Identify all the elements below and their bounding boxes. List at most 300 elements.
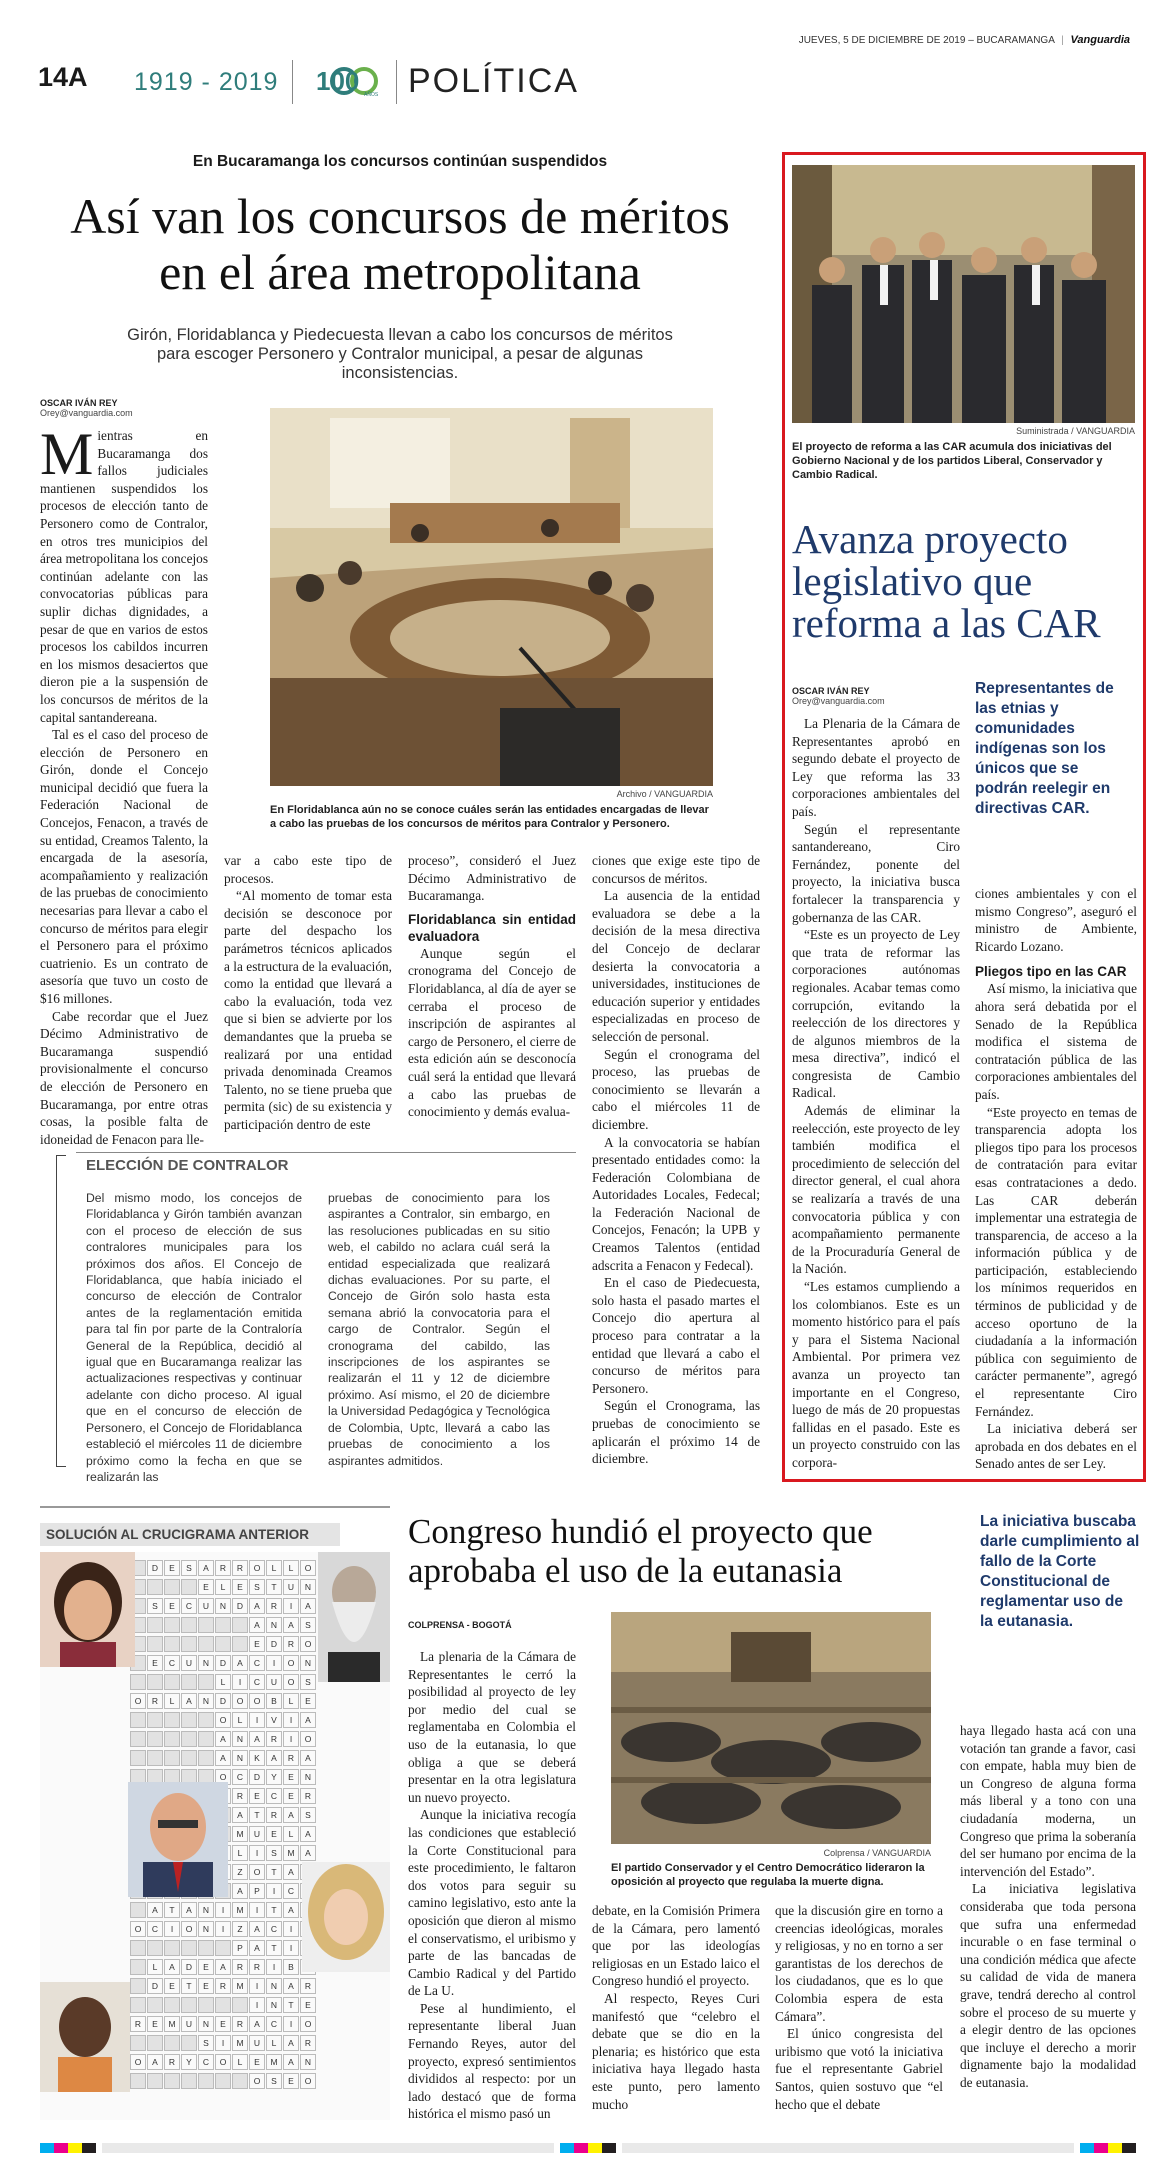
car-column-2: [975, 885, 1137, 1475]
article1-headline-line2: en el área metropolitana: [159, 244, 641, 300]
crossword-cell: [198, 1712, 214, 1728]
crossword-cell: A: [147, 1902, 163, 1918]
article1-paragraph: ciones que exige este tipo de concursos de méritos.: [592, 853, 760, 886]
crossword-cell: E: [249, 1788, 265, 1804]
crossword-cell: A: [283, 1864, 299, 1880]
crossword-cell: V: [266, 1712, 282, 1728]
car-paragraph: Así mismo, la iniciativa que ahora será debatida por el Senado de la República modifica el sistema de contratación pública de las corporaciones ambientales del país.: [975, 981, 1137, 1102]
crossword-cell: A: [249, 1598, 265, 1614]
crossword-cell: L: [266, 2035, 282, 2051]
crossword-cell: I: [266, 1959, 282, 1975]
crossword-cell: N: [266, 1997, 282, 2013]
crossword-cell: D: [181, 1959, 197, 1975]
crossword-cell: [198, 1731, 214, 1747]
crossword-cell: [198, 1617, 214, 1633]
crossword-cell: U: [249, 1826, 265, 1842]
crossword-cell: I: [283, 2016, 299, 2032]
crossword-cell: A: [215, 1750, 231, 1766]
contralor-box-column-2: pruebas de conocimiento para los aspirantes a Contralor, sin embargo, en las resoluciones publicadas en su sitio web, el cabildo no aclara cuál será la entidad especializada que realizará dichas evaluaciones. Por su parte, el Concejo de Girón solo hasta esta semana abrió la convocatoria para el cargo de Contralor. Según el cronograma del cabildo, las inscripciones de los aspirantes se realizarán el 11 y 12 de diciembre próximo. Así mismo, el 20 de diciembre la Universidad Pedagógica y Tecnológica de Colombia, Uptc, llevará a cabo las pruebas de conocimiento a los aspirantes admitidos.: [328, 1191, 550, 1468]
crossword-cell: A: [198, 1560, 214, 1576]
crossword-cell: [147, 1750, 163, 1766]
crossword-cell: C: [266, 1921, 282, 1937]
crossword-cell: I: [283, 1598, 299, 1614]
crossword-cell: [198, 1997, 214, 2013]
crossword-area: [40, 1552, 390, 2120]
crossword-cell: [232, 1636, 248, 1652]
crossword-cell: T: [266, 1579, 282, 1595]
car-author: OSCAR IVÁN REY: [792, 686, 870, 696]
article1-photo-caption: En Floridablanca aún no se conoce cuáles serán las entidades encargadas de llevar a cabo las pruebas de los concursos de méritos para Contralor y Personero.: [270, 804, 709, 830]
crossword-cell: L: [164, 1693, 180, 1709]
crossword-cell: [215, 1940, 231, 1956]
crossword-cell: T: [266, 1902, 282, 1918]
article1-subheading: Floridablanca sin entidad evaluadora: [408, 911, 576, 944]
crossword-cell: A: [283, 2054, 299, 2070]
crossword-cell: S: [147, 1598, 163, 1614]
crossword-cell: I: [283, 1731, 299, 1747]
crossword-cell: L: [147, 1959, 163, 1975]
crossword-cell: O: [130, 1693, 146, 1709]
article1-paragraph: “Al momento de tomar esta decisión se desconoce por parte del despacho los parámetros técnicos aplicados a la estructura de la evaluación, como la entidad que llevará a cabo la evaluación, toda vez que si bien se advierte por los demandantes que la prueba se realizará por una entidad privada denominada Creamos Talento, no se tiene prueba que permita (sic) de su existencia y participación dentro de este: [224, 888, 392, 1132]
crossword-cell: N: [300, 1769, 316, 1785]
crossword-cell: R: [232, 2016, 248, 2032]
crossword-cell: N: [300, 1579, 316, 1595]
car-headline-line3: reforma a las CAR: [792, 600, 1101, 646]
crossword-cell: [164, 1636, 180, 1652]
crossword-cell: O: [283, 1674, 299, 1690]
crossword-cell: R: [164, 2054, 180, 2070]
car-photo-caption: El proyecto de reforma a las CAR acumula dos iniciativas del Gobierno Nacional y de los partidos Liberal, Conservador y Cambio Radical.: [792, 441, 1112, 481]
crossword-cell: [198, 1750, 214, 1766]
crossword-cell: S: [249, 1579, 265, 1595]
contralor-box-column-1: Del mismo modo, los concejos de Floridablanca y Girón también avanzan con el proceso de elección de sus contralores municipales para los próximos dos años. El Concejo de Floridablanca, que había iniciado el concurso de elección de Contralor antes de la reglamentación emitida para tal fin por parte de la Contraloría General de la República, decidió al igual que en Bucaramanga realizar las actualizaciones respectivas y continuar adelante con dicho proceso. Al igual que en el concurso de elección de Personero, el Concejo de Floridablanca estableció el miércoles 11 de diciembre próximo como la fecha en que se realizarán las: [86, 1191, 302, 1484]
article1-paragraph: ientras en Bucaramanga dos fallos judiciales mantienen suspendidos los procesos de elección tanto de Personero como de Contralor, en otros tres municipios del área metropolitana los concejos continúan adelante con las convocatorias públicas para suplir dichas dignidades, a pesar de que en varios de estos procesos los cabildos incurren en los mismos desaciertos que dieron pie a la suspensión de los concursos de méritos de la capital santandereana.: [40, 428, 208, 725]
crossword-cell: [181, 1997, 197, 2013]
crossword-cell: M: [164, 2016, 180, 2032]
crossword-cell: A: [300, 1750, 316, 1766]
crossword-cell: R: [232, 1959, 248, 1975]
crossword-cell: D: [215, 1693, 231, 1709]
crossword-portrait-blonde-woman: [302, 1862, 390, 1972]
crossword-cell: M: [232, 1902, 248, 1918]
centenary-logo: [312, 62, 382, 100]
contralor-box-title: ELECCIÓN DE CONTRALOR: [86, 1157, 289, 1174]
crossword-cell: O: [300, 1731, 316, 1747]
crossword-cell: A: [249, 2016, 265, 2032]
crossword-cell: N: [266, 1978, 282, 1994]
car-paragraph: ciones ambientales y con el mismo Congreso”, aseguró el ministro de Ambiente, Ricardo Lozano.: [975, 886, 1137, 954]
eutanasia-headline: [408, 1512, 968, 1590]
crossword-cell: U: [249, 2035, 265, 2051]
crossword-cell: [130, 1902, 146, 1918]
article1-kicker: En Bucaramanga los concursos continúan suspendidos: [192, 153, 608, 170]
crossword-cell: I: [249, 1712, 265, 1728]
crossword-cell: O: [130, 1921, 146, 1937]
crossword-cell: [147, 1579, 163, 1595]
crossword-cell: R: [300, 1788, 316, 1804]
crossword-cell: R: [130, 2016, 146, 2032]
car-headline-line2: legislativo que: [792, 558, 1033, 604]
crossword-cell: D: [147, 1560, 163, 1576]
crossword-cell: [181, 1940, 197, 1956]
crossword-cell: N: [198, 1902, 214, 1918]
crossword-cell: [164, 2073, 180, 2089]
crossword-cell: I: [283, 1712, 299, 1728]
crossword-cell: E: [215, 2016, 231, 2032]
crossword-cell: N: [300, 1655, 316, 1671]
crossword-cell: [164, 1731, 180, 1747]
crossword-cell: [215, 1636, 231, 1652]
crossword-cell: R: [266, 1807, 282, 1823]
crossword-cell: B: [283, 1959, 299, 1975]
crossword-cell: A: [283, 2035, 299, 2051]
crossword-cell: E: [198, 1959, 214, 1975]
crossword-cell: [232, 1997, 248, 2013]
crossword-cell: O: [300, 2016, 316, 2032]
eutanasia-paragraph: Al respecto, Reyes Curi manifestó que “celebro el debate que se dio en la plenaria; es histórico que esta iniciativa haya llegado hasta este punto, pero lamento mucho: [592, 1990, 760, 2112]
eutanasia-paragraph: Pese al hundimiento, el representante liberal Juan Fernando Reyes, autor del proyecto, expresó sentimientos divididos al respecto: por un lado destacó que de forma histórica el mismo pasó un: [408, 2000, 576, 2122]
crossword-cell: N: [300, 2054, 316, 2070]
crossword-cell: [181, 1731, 197, 1747]
crossword-cell: A: [300, 1712, 316, 1728]
crossword-cell: T: [249, 1807, 265, 1823]
crossword-cell: I: [283, 1921, 299, 1937]
crossword-cell: [130, 2073, 146, 2089]
crossword-cell: O: [300, 2073, 316, 2089]
crossword-cell: [181, 1674, 197, 1690]
crossword-cell: [147, 1712, 163, 1728]
anniversary-years: 1919 - 2019: [134, 68, 279, 96]
car-paragraph: Según el representante santandereano, Ciro Fernández, ponente del proyecto, la iniciativa busca fortalecer la transparencia y gobernanza de las CAR.: [792, 821, 960, 925]
crossword-cell: [215, 1997, 231, 2013]
crossword-cell: C: [266, 1788, 282, 1804]
crossword-cell: [164, 1997, 180, 2013]
article1-column-3: [408, 852, 576, 1144]
crossword-cell: N: [198, 1693, 214, 1709]
crossword-cell: C: [249, 1674, 265, 1690]
article1-email: Orey@vanguardia.com: [40, 408, 133, 418]
crossword-cell: A: [232, 1655, 248, 1671]
eutanasia-paragraph: que la discusión gire en torno a creencias ideológicas, morales y religiosas, y no en torno a ser garantistas de los derechos de los ciudadanos, que es lo que Colombia espera de esta Cámara”.: [775, 1903, 943, 2024]
article1-photo-credit: Archivo / VANGUARDIA: [616, 789, 713, 799]
crossword-cell: E: [249, 1636, 265, 1652]
crossword-cell: O: [249, 1693, 265, 1709]
crossword-cell: E: [147, 2016, 163, 2032]
crossword-cell: U: [181, 2016, 197, 2032]
crossword-cell: O: [232, 1693, 248, 1709]
crossword-cell: [164, 2035, 180, 2051]
crossword-cell: N: [232, 1750, 248, 1766]
eutanasia-paragraph: haya llegado hasta acá con una votación tan grande a favor, casi con empate, habla muy bien de un Congreso de alguna forma más liberal y a tono con una ciudadanía moderna, un Congreso que prima la soberanía del ser humano por encima de la intervención del Estado”.: [960, 1723, 1136, 1879]
crossword-cell: U: [198, 1598, 214, 1614]
crossword-cell: T: [181, 1978, 197, 1994]
header-divider-2: [396, 60, 397, 104]
article1-dropcap: M: [40, 421, 94, 487]
crossword-cell: O: [130, 2054, 146, 2070]
crossword-cell: E: [164, 1598, 180, 1614]
crossword-cell: [164, 1712, 180, 1728]
crossword-cell: [232, 1617, 248, 1633]
dateline-text: JUEVES, 5 DE DICIEMBRE DE 2019 – BUCARAMANGA: [798, 35, 1055, 46]
crossword-cell: N: [198, 1655, 214, 1671]
eutanasia-column-4: [960, 1722, 1136, 2120]
crossword-cell: A: [181, 1693, 197, 1709]
article1-headline-line1: Así van los concursos de méritos: [70, 188, 730, 244]
crossword-cell: K: [249, 1750, 265, 1766]
crossword-cell: R: [215, 1560, 231, 1576]
crossword-cell: E: [300, 1997, 316, 2013]
crossword-cell: D: [232, 1598, 248, 1614]
crossword-cell: [130, 1997, 146, 2013]
car-headline-line1: Avanza proyecto: [792, 516, 1068, 562]
crossword-cell: D: [147, 1978, 163, 1994]
crossword-title: SOLUCIÓN AL CRUCIGRAMA ANTERIOR: [40, 1523, 340, 1546]
crossword-cell: L: [232, 1712, 248, 1728]
article1-paragraph: var a cabo este tipo de procesos.: [224, 853, 392, 886]
car-paragraph: “Les estamos cumpliendo a los colombianos. Este es un momento histórico para el país y para el Sistema Nacional Ambiental. Por primera vez avanza un proyecto tan importante en el Congreso, luego de más de 20 propuestas fallidas en el pasado. Este es un proyecto construido con las corpora-: [792, 1279, 960, 1470]
crossword-cell: [164, 1750, 180, 1766]
crossword-cell: [181, 1579, 197, 1595]
crossword-top-rule: [40, 1506, 390, 1508]
crossword-portrait-man-glasses: [128, 1782, 228, 1897]
crossword-cell: C: [232, 1769, 248, 1785]
crossword-cell: O: [215, 1769, 231, 1785]
crossword-cell: I: [249, 1902, 265, 1918]
crossword-cell: E: [198, 1579, 214, 1595]
crossword-cell: D: [249, 1769, 265, 1785]
crossword-cell: A: [164, 1959, 180, 1975]
crossword-cell: A: [300, 1826, 316, 1842]
crossword-cell: I: [249, 1978, 265, 1994]
crossword-cell: D: [215, 1655, 231, 1671]
crossword-cell: T: [266, 1864, 282, 1880]
crossword-cell: S: [266, 1845, 282, 1861]
crossword-cell: I: [215, 1902, 231, 1918]
car-paragraph: “Este proyecto en temas de transparencia adopta los pliegos tipo para los procesos de contratación para evitar esas contrataciones a dedo. Las CAR deberán implementar una estrategia de transparencia, de acceso a la información pública y de participación, estableciendo los mínimos requeridos en términos de publicidad y de acceso oportuno de la ciudadanía a la información pública con seguimiento de carácter permanente”, agregó el representante Ciro Fernández.: [975, 1104, 1137, 1419]
crossword-cell: [181, 1617, 197, 1633]
crossword-cell: A: [215, 1731, 231, 1747]
eutanasia-photo-caption: El partido Conservador y el Centro Democrático lideraron la oposición al proyecto que regulaba la muerte digna.: [611, 1862, 925, 1888]
eutanasia-paragraph: debate, en la Comisión Primera de la Cámara, pero lamentó que por las ideologías religiosas en un Estado laico el Congreso hundió el proyecto.: [592, 1903, 760, 1989]
crossword-cell: [181, 1750, 197, 1766]
crossword-cell: [181, 1636, 197, 1652]
crossword-cell: C: [147, 1921, 163, 1937]
crossword-cell: [198, 1674, 214, 1690]
crossword-cell: E: [249, 2054, 265, 2070]
header-divider: [292, 60, 293, 104]
car-subheading: Pliegos tipo en las CAR: [975, 964, 1127, 980]
crossword-cell: [130, 1674, 146, 1690]
crossword-cell: A: [249, 1940, 265, 1956]
article1-photo: [270, 408, 713, 786]
crossword-cell: [147, 2073, 163, 2089]
crossword-cell: [164, 1579, 180, 1595]
crossword-cell: C: [198, 2054, 214, 2070]
crossword-cell: S: [266, 2073, 282, 2089]
crossword-cell: [130, 1959, 146, 1975]
crossword-cell: [147, 1674, 163, 1690]
car-photo: [792, 165, 1135, 423]
crossword-cell: O: [181, 1921, 197, 1937]
article1-paragraph: proceso”, consideró el Juez Décimo Administrativo de Bucaramanga.: [408, 853, 576, 904]
crossword-cell: A: [249, 1921, 265, 1937]
crossword-cell: S: [198, 2035, 214, 2051]
crossword-cell: I: [249, 1997, 265, 2013]
eutanasia-source: COLPRENSA - BOGOTÁ: [408, 1620, 512, 1630]
crossword-cell: N: [215, 1598, 231, 1614]
crossword-cell: E: [283, 1769, 299, 1785]
crossword-cell: [147, 1997, 163, 2013]
logo-small-text: AÑOS: [364, 92, 379, 98]
crossword-cell: [130, 1731, 146, 1747]
crossword-cell: U: [266, 1674, 282, 1690]
eutanasia-headline-line2: aprobaba el uso de la eutanasia: [408, 1551, 843, 1590]
crossword-cell: P: [232, 1940, 248, 1956]
dateline: JUEVES, 5 DE DICIEMBRE DE 2019 – BUCARAMANGA | Vanguardia: [798, 34, 1130, 46]
article1-paragraph: Aunque según el cronograma del Concejo de Floridablanca, al día de ayer se cerraba el proceso de inscripción de aspirantes al cargo de Personero, el cierre de esta edición aún se desconocía cuál será la entidad que llevará a cabo las pruebas de conocimiento y demás evalua-: [408, 945, 576, 1120]
logo-number: 100: [316, 66, 360, 96]
crossword-cell: M: [232, 2035, 248, 2051]
eutanasia-paragraph: Aunque la iniciativa recogía las condiciones que estableció la Corte Constitucional para este procedimiento, le faltaron dos votos para seguir su camino legislativo, esto ante la oposición que dieron al mismo el conservatismo, el uribismo y parte de las bancadas de Cambio Radical y del Partido de La U.: [408, 1807, 576, 1999]
crossword-cell: E: [164, 1560, 180, 1576]
article1-column-1: [40, 421, 208, 1147]
car-headline: [792, 518, 1137, 644]
crossword-cell: A: [283, 1807, 299, 1823]
crossword-cell: E: [147, 1655, 163, 1671]
car-paragraph: Además de eliminar la reelección, este proyecto de ley también modifica el procedimiento de selección del director general, el cual ahora se realizaría a través de una convocatoria pública y con acompañamiento permanente de la Procuraduría General de la Nación.: [792, 1103, 960, 1277]
crossword-cell: A: [249, 1617, 265, 1633]
crossword-cell: Z: [232, 1864, 248, 1880]
crossword-cell: C: [283, 1883, 299, 1899]
eutanasia-column-2: [592, 1902, 760, 2120]
paper-name: Vanguardia: [1070, 34, 1130, 46]
crossword-cell: U: [283, 1579, 299, 1595]
crossword-cell: [147, 1636, 163, 1652]
crossword-cell: M: [266, 2054, 282, 2070]
crossword-cell: U: [181, 1655, 197, 1671]
crossword-cell: [130, 2035, 146, 2051]
crossword-cell: M: [232, 1978, 248, 1994]
crossword-cell: R: [283, 1636, 299, 1652]
article1-paragraph: En el caso de Piedecuesta, solo hasta el pasado martes el Concejo dio apertura al proceso para contratar a la entidad que llevará a cabo el concurso de méritos para Personero.: [592, 1275, 760, 1396]
crossword-cell: R: [232, 1788, 248, 1804]
crossword-cell: D: [266, 1636, 282, 1652]
crossword-cell: I: [215, 1921, 231, 1937]
article1-headline: [30, 188, 770, 300]
crossword-cell: S: [300, 1674, 316, 1690]
crossword-cell: [130, 1750, 146, 1766]
crossword-cell: E: [266, 1826, 282, 1842]
crossword-cell: [130, 1978, 146, 1994]
crossword-portrait-woman: [40, 1552, 135, 1667]
crossword-cell: C: [249, 1655, 265, 1671]
crossword-cell: L: [215, 1579, 231, 1595]
crossword-cell: N: [266, 1617, 282, 1633]
crossword-cell: R: [215, 1978, 231, 1994]
crossword-cell: [198, 1940, 214, 1956]
car-paragraph: La iniciativa deberá ser aprobada en dos debates en el Senado antes de ser Ley.: [975, 1421, 1137, 1472]
car-email: Orey@vanguardia.com: [792, 696, 885, 706]
crossword-cell: [181, 2035, 197, 2051]
crossword-cell: R: [249, 1959, 265, 1975]
car-pullquote: Representantes de las etnias y comunidades indígenas son los únicos que se podrán reelegir en directivas CAR.: [975, 680, 1114, 817]
crossword-cell: O: [249, 1864, 265, 1880]
crossword-cell: [164, 1940, 180, 1956]
crossword-cell: T: [164, 1902, 180, 1918]
crossword-cell: B: [266, 1693, 282, 1709]
crossword-cell: Z: [232, 1921, 248, 1937]
crossword-cell: O: [215, 1712, 231, 1728]
crossword-cell: T: [266, 1940, 282, 1956]
crossword-cell: [181, 1712, 197, 1728]
article1-column-4: [592, 852, 760, 1472]
crossword-cell: [147, 1731, 163, 1747]
crossword-cell: A: [266, 1750, 282, 1766]
crossword-cell: E: [198, 1978, 214, 1994]
crossword-cell: S: [300, 1617, 316, 1633]
crossword-cell: L: [283, 1826, 299, 1842]
article1-paragraph: Según el cronograma del proceso, las pruebas de conocimiento se llevarán a cabo el miércoles 11 de diciembre.: [592, 1046, 760, 1132]
crossword-cell: I: [283, 1940, 299, 1956]
crossword-cell: I: [249, 1845, 265, 1861]
crossword-cell: E: [164, 1978, 180, 1994]
crossword-cell: O: [249, 1560, 265, 1576]
crossword-cell: A: [181, 1902, 197, 1918]
contralor-box-top-rule: [76, 1152, 576, 1153]
eutanasia-paragraph: El único congresista del uribismo que votó la iniciativa fue el representante Gabriel Santos, quien sostuvo que “el hecho que el debate: [775, 2026, 943, 2112]
crossword-cell: S: [181, 1560, 197, 1576]
crossword-cell: L: [232, 1845, 248, 1861]
crossword-cell: I: [215, 2035, 231, 2051]
crossword-cell: [215, 1617, 231, 1633]
crossword-cell: L: [283, 1560, 299, 1576]
crossword-cell: N: [198, 1921, 214, 1937]
crossword-portrait-boy: [40, 1982, 130, 2092]
crossword-cell: [147, 1940, 163, 1956]
crossword-cell: C: [181, 1598, 197, 1614]
crossword-cell: [164, 1617, 180, 1633]
eutanasia-paragraph: La plenaria de la Cámara de Representantes le cerró la posibilidad al proyecto de ley por medio del cual se reglamentaba en Colombia el uso de la eutanasia, lo que obliga a que se deberá presentar en la otra legislatura un nuevo proyecto.: [408, 1649, 576, 1805]
article1-byline: [40, 398, 133, 418]
article1-paragraph: Tal es el caso del proceso de elección de Personero en Girón, donde el Concejo municipal decidió que fuera la Federación Nacional de Concejos, Fenacon, a través de su entidad, Creamos Talento, la encargada de la asesoría, acompañamiento y realización de las pruebas de conocimiento necesarias para llevar a cabo el concurso de méritos para elegir el Personero para el próximo cuatrienio. Es un contrato de asesoría que tuvo un costo de $16 millones.: [40, 727, 208, 1006]
crossword-cell: E: [232, 1579, 248, 1595]
car-byline: [792, 686, 885, 706]
crossword-cell: [147, 2035, 163, 2051]
crossword-cell: O: [300, 1636, 316, 1652]
crossword-cell: C: [266, 2016, 282, 2032]
crossword-cell: A: [232, 1807, 248, 1823]
crossword-cell: O: [215, 2054, 231, 2070]
crossword-cell: L: [266, 1560, 282, 1576]
contralor-box-bracket: [56, 1155, 66, 1467]
crossword-cell: O: [249, 2073, 265, 2089]
crossword-cell: [147, 1617, 163, 1633]
crossword-cell: I: [232, 1674, 248, 1690]
crossword-cell: T: [283, 1997, 299, 2013]
crossword-cell: A: [283, 1902, 299, 1918]
article1-paragraph: La ausencia de la entidad evaluadora se debe a la decisión de la mesa directiva del Concejo de declarar desierta la convocatoria a universidades, instituciones de educación superior y entidades especializadas en proceso de selección de personal.: [592, 888, 760, 1044]
crossword-cell: A: [283, 1978, 299, 1994]
article1-deck: Girón, Floridablanca y Piedecuesta llevan a cabo los concursos de méritos para escoger Personero y Contralor municipal, a pesar de algunas inconsistencias.: [127, 326, 673, 382]
crossword-cell: I: [266, 1655, 282, 1671]
page-number: 14A: [38, 62, 88, 92]
crossword-cell: L: [232, 2054, 248, 2070]
crossword-cell: A: [215, 1959, 231, 1975]
crossword-cell: O: [300, 1560, 316, 1576]
eutanasia-photo: [611, 1612, 931, 1844]
crossword-cell: A: [300, 1845, 316, 1861]
crossword-cell: A: [300, 1598, 316, 1614]
